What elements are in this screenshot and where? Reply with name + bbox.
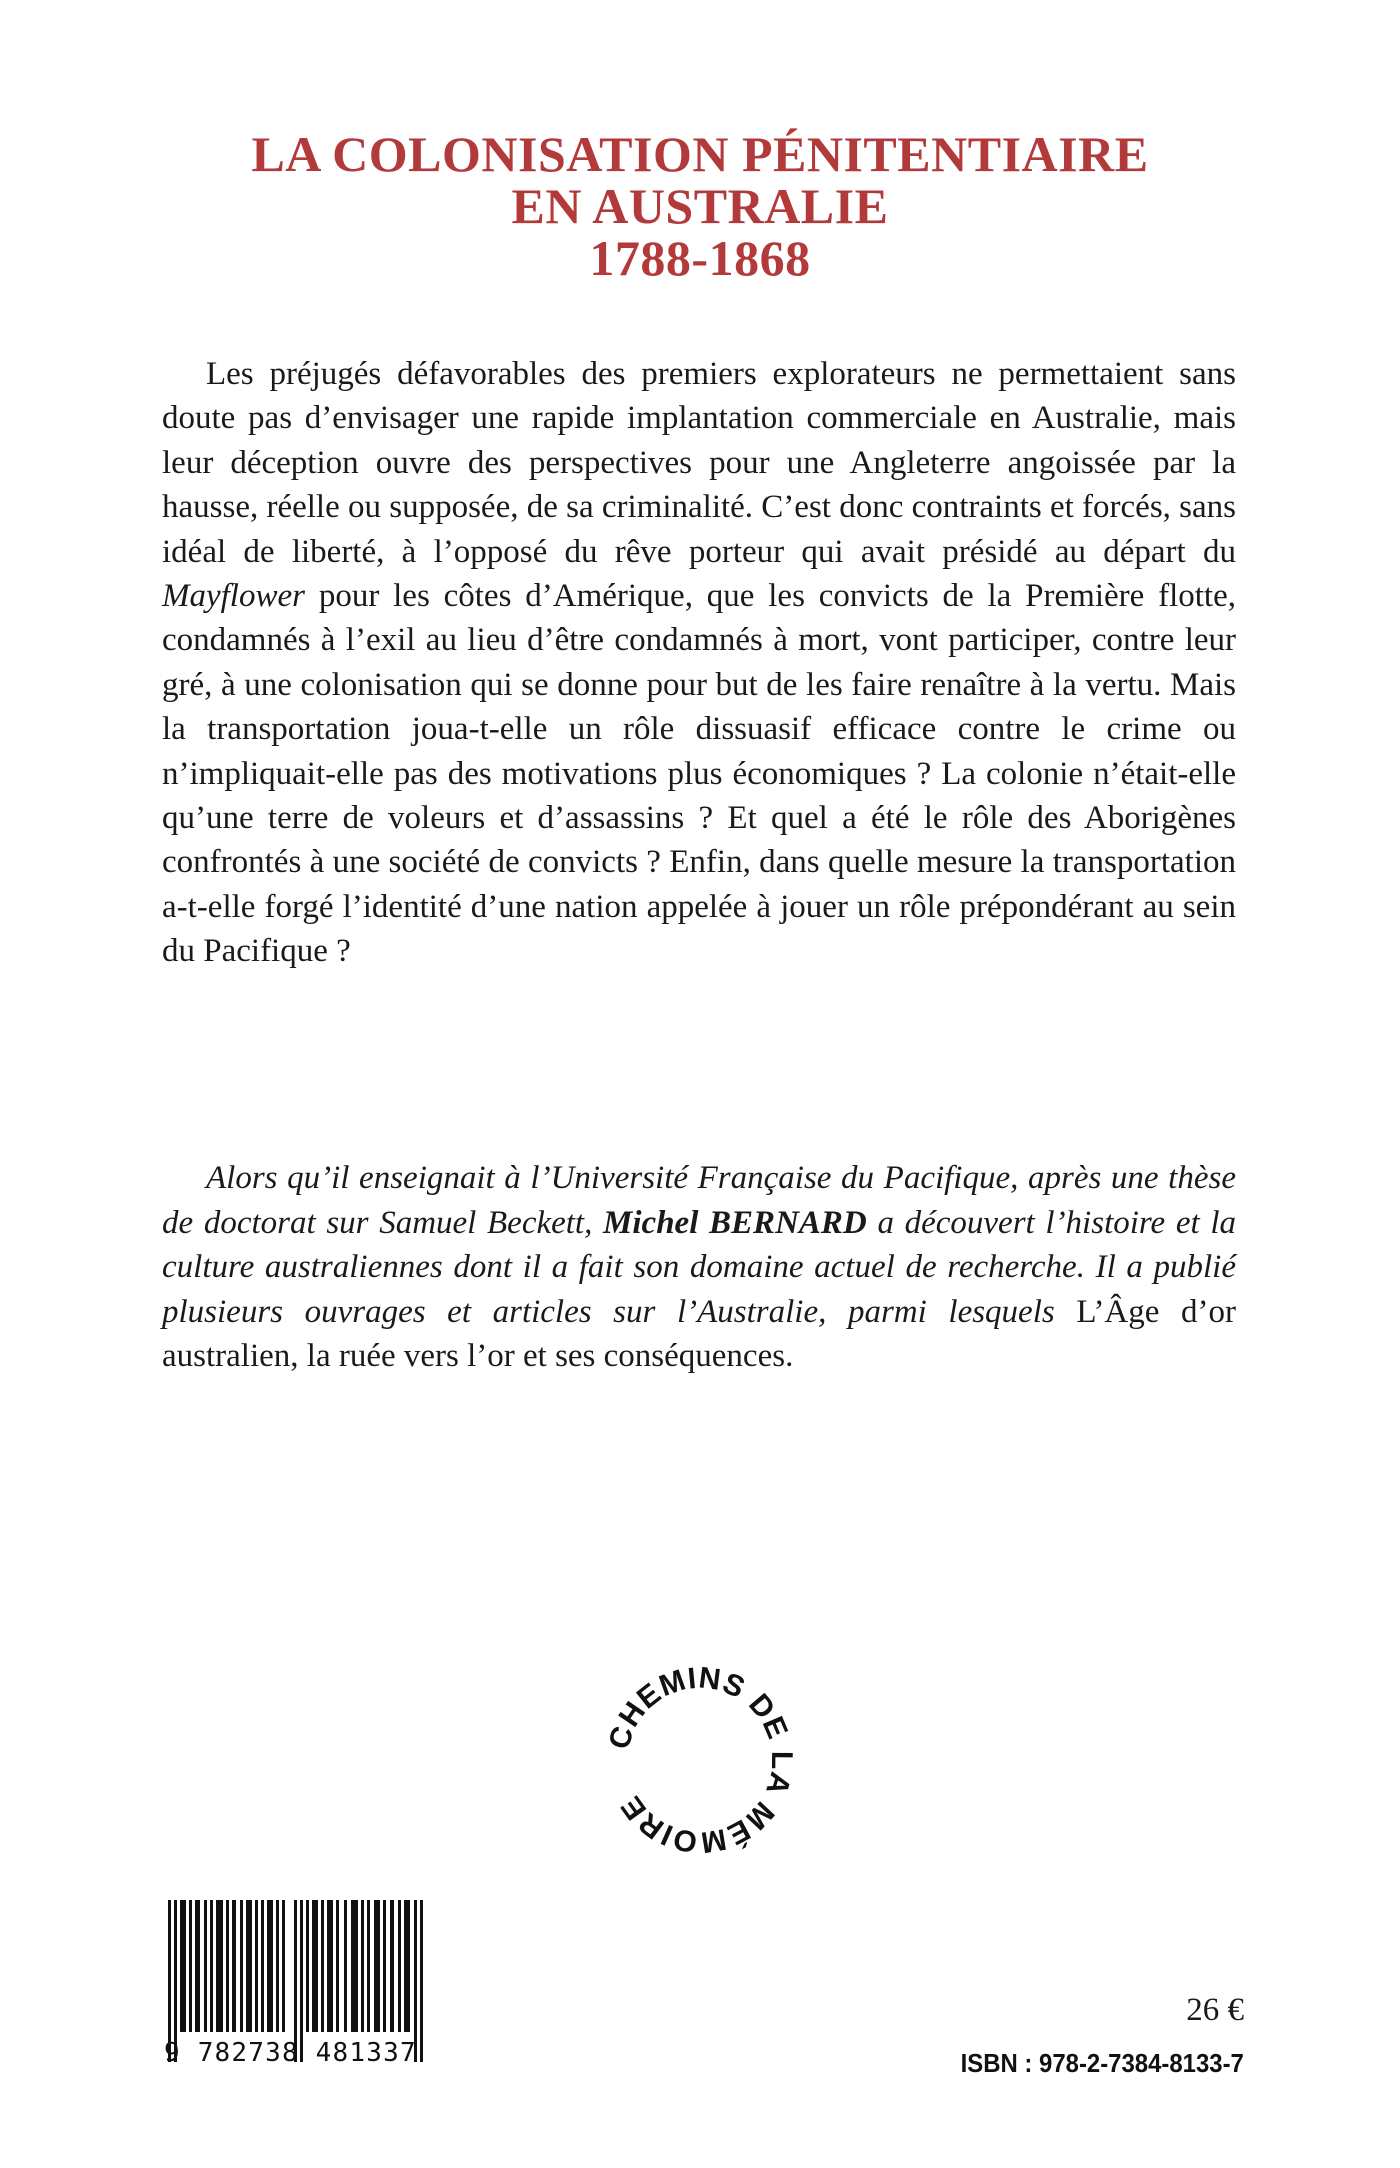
isbn: ISBN : 978-2-7384-8133-7: [960, 2048, 1244, 2078]
ship-name: Mayflower: [162, 578, 305, 615]
book-title: [0, 128, 1400, 284]
summary-paragraph: [162, 352, 1236, 974]
summary-text-2: pour les côtes d’Amérique, que les convicts de la Première flotte, condamnés à l’exil au lieu d’être condamnés à mort, vont participer, contre leur gré, à une colonisation qui se donne pour but de les faire renaître à la vertu. Mais la transportation joua-t-elle un rôle dissuasif efficace contre le crime ou n’impliquait-elle pas des motivations plus économiques ? La colonie n’était-elle qu’une terre de voleurs et d’assassins ? Et quel a été le rôle des Aborigènes confrontés à une société de convicts ? Enfin, dans quelle mesure la transportation a-t-elle forgé l’identité d’une nation appelée à jouer un rôle prépondérant au sein du Pacifique ?: [162, 578, 1236, 970]
title-line-2: EN AUSTRALIE: [511, 178, 889, 234]
summary-text-1: Les préjugés défavorables des premiers explorateurs ne permettaient sans doute pas d’envisager une rapide implantation commerciale en Australie, mais leur déception ouvre des perspectives pour une Angleterre angoissée par la hausse, réelle ou supposée, de sa criminalité. C’est donc contraints et forcés, sans idéal de liberté, à l’opposé du rêve porteur qui avait présidé au départ du: [162, 356, 1236, 570]
publisher-logo-text: CHEMINS DE LA MÉMOIRE: [602, 1661, 799, 1859]
title-line-1: LA COLONISATION PÉNITENTIAIRE: [251, 126, 1149, 182]
price: 26 €: [1186, 1992, 1244, 2028]
author-bio: [162, 1156, 1236, 1379]
publisher-circle-logo: [600, 1660, 800, 1860]
book-reference: L’Âge d’or australien, la ruée vers l’or et ses conséquences.: [162, 1293, 1236, 1374]
author-name: Michel BERNARD: [603, 1204, 867, 1241]
title-years: 1788-1868: [589, 230, 811, 286]
barcode-digits: 9 782738 481337: [164, 2038, 417, 2068]
bio-text-1: Alors qu’il enseignait à l’Université Française du Pacifique, après une thèse de doctorat sur Samuel Beckett,: [162, 1160, 1236, 1241]
svg-text:CHEMINS DE LA MÉMOIRE: [603, 1661, 798, 1858]
bio-text-2: a découvert l’histoire et la culture australiennes dont il a fait son domaine actuel de recherche. Il a publié plusieurs ouvrages et articles sur l’Australie, parmi lesquels: [162, 1204, 1237, 1330]
